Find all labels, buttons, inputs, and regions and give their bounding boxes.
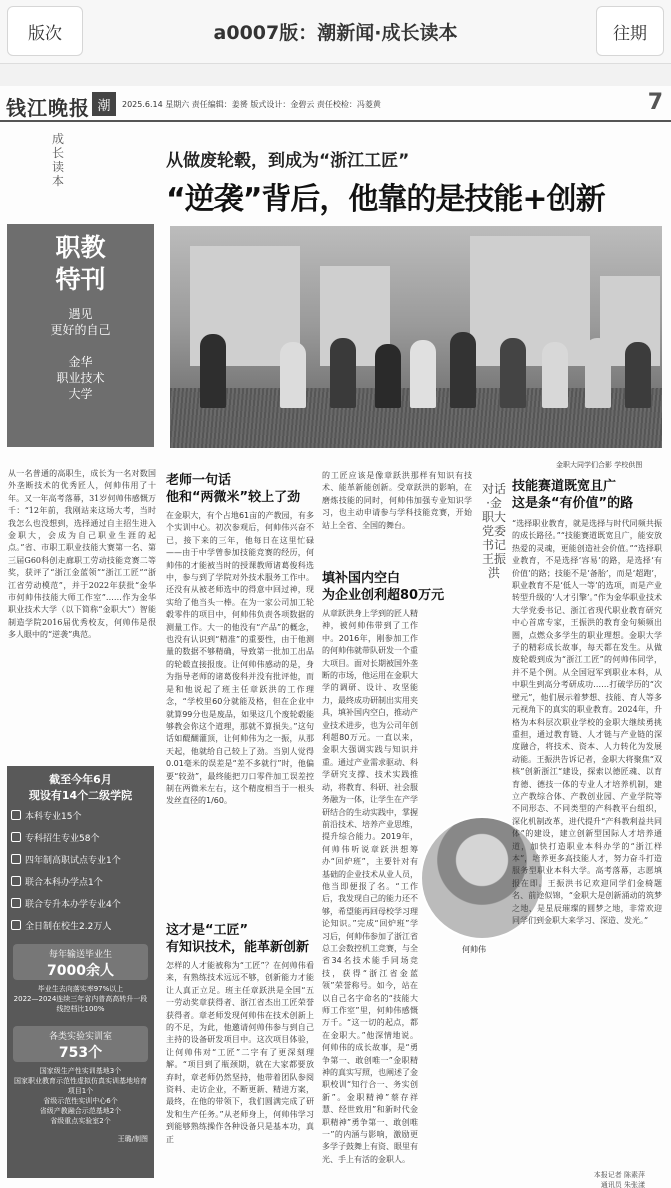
stat-item [7, 804, 154, 826]
labs-value: 753个 [58, 1045, 103, 1061]
chao-logo-icon: 潮 [92, 92, 116, 116]
stat-label: 全日制在校生2.2万人 [25, 921, 112, 932]
article-headline: “逆袭”背后，他靠的是技能+创新 [166, 182, 605, 217]
special-issue-banner [7, 224, 154, 447]
right-text: “选择职业教育，就是选择与时代同频共振的成长路径。”“技能赛道既宽且广，能安放热爱的灵魂，更能创造社会价值。”“选择职业教育，不是选择‘容易’的路，是选择‘有价值’的路；技能不是‘备胎’，而是‘超跑’，职业教育不是‘低人一等’的选项，而是产业转型升级的‘人才引擎’。”作为金华职业技术大学党委书记、浙江省现代职业教育研究中心首席专家，王振洪的教育金句频频出圈，点燃众多学生的职业理想。金职大学子的精彩成长故事，每天都在发生。从做废轮毂到成为“浙江工匠”的何帅伟同学，并不是个例。从全国冠军到职业本科，从中职生到高分考研成功……打破学历的“次壁元”，他们展示着梦想、技能、育人等多元视角下的真实的职业教育。2024年，升格为本科层次职业学校的金职大继续勇挑重担，通过教育链、人才链与产业链的深度融合，将技术、资本、人力转化为发展动能。王振洪告诉记者，金职大将聚焦“双核”创新浙江“建设，探索以德匠魂、以育育德、德技一体的专业人才培养机制，建立产教综合体、产教创业园、产业学院等不同形态、不同类型的产科教平台组织，深化机制改革，进代提升“产科教利益共同体”的建设，建立创新型国际人才培养通道，加快打造职业本科办学的“浙江样本”，培养更多高技能人才，努力奋斗打造服务型职业本科大学。高考落幕，志愿填报在即。王振洪书记欢迎同学们金椅题名、前途似锦，“金职大是创新涌动的筑梦之地、是星辰璀璨的圆梦之地，非常欢迎同学们到金职大来学习、深造、发光。” [512, 519, 662, 925]
link-icon [11, 898, 21, 908]
stats-header: 截至今年6月 现设有14个二级学院 [28, 773, 133, 802]
col1-heading: 老师一句话 他和“两微米”较上了劲 [166, 473, 301, 505]
labs-note: 国家级生产性实训基地3个 国家职业教育示范性虚拟仿真实训基地培育项目1个 省级示范性实训中心6个 省级产教融合示范基地2个 省级重点实验室2个 [14, 1067, 147, 1125]
people-icon [11, 920, 21, 930]
photo-caption: 金职大同学们合影 学校供图 [556, 461, 643, 469]
link-icon [11, 876, 21, 886]
stat-item [7, 870, 154, 892]
stat-item [7, 914, 154, 936]
newspaper-logo: 钱江晚报 [6, 96, 90, 120]
stat-label: 联合本科办学点1个 [25, 877, 103, 888]
stat-item [7, 848, 154, 870]
stat-label: 联合专升本办学专业4个 [25, 899, 121, 910]
col2-heading: 填补国内空白 为企业创利超80万元 [322, 571, 445, 603]
stats-infographic [7, 766, 154, 1178]
stat-label: 四年制高职试点专业1个 [25, 855, 121, 866]
stat-label: 专科招生专业58个 [25, 833, 100, 844]
graduates-label: 每年输送毕业生 [48, 950, 112, 960]
list-icon [11, 832, 21, 842]
graduates-box [13, 944, 148, 980]
byline: 本报记者 陈素萍 通讯员 朱张漾 [593, 1171, 645, 1188]
interview-vertical-label: 对话·金职大党委书记王振洪 [482, 482, 507, 580]
labs-box [13, 1026, 148, 1062]
col2-text2: 从章跃洪身上学到的匠人精神，被何帅伟带到了工作中。2016年，刚参加工作的何帅伟就带队研发一个重大项目。面对长期被国外垄断的市场，他运用在金职大学的调研、设计、攻坚能力，最终成功研制出实用夹具，填补国内空白，推动产业技术进步，也为公司年创利超80万元。一直以来，金职大强调实践与知识并重。通过产业需求驱动、科学研究支撑、技术实践推动，将教育、科研、社会服务融为一体，让学生在产学研结合的生动实践中，掌握前沿技术、培养产业思维，提升综合能力。2019年，何帅伟听说章跃洪想筹办“回炉班”，主要针对有基础的企业技术从业人员，他当即便报了名。“工作后，我发现自己的能力还不够，希望能再回母校学习理论知识。”完成“回炉班”学习后，何帅伟参加了浙江省总工会数控机工竞赛，与全省34名技术能手同场竞技，获得“浙江省金蓝领”荣誉称号。如今，站在以自己名字命名的“技能大师工作室”里，何帅伟感慨万千。“这一切的起点，都在金职大。”他深情地说。何帅伟的成长故事，是“勇争第一、敢创唯一”金职精神的真实写照，也阐述了金职校训“知行合一、务实创新”。金职精神”蔡存祥慧、经世致用”和新时代金职精神”勇争第一、敢创唯一”的内涵与影响，激励更多学子鼓舞上有资、眼里有光、手上有活的金职人。 [322, 609, 418, 1164]
section-label: 成长读本 [51, 132, 64, 188]
right-heading: 技能赛道既宽且广 这是条“有价值”的路 [512, 479, 634, 511]
article-intro: 从一名普通的高职生，成长为一名对数国外垄断技术的优秀匠人，何帅伟用了十年。又一年高考落幕，31岁何帅伟感慨万千：“12年前，我刚站来这场大考，当时我怎么也没想到，选择通过自主招生进入金职大，会成为自己职业生涯的起点。”省、市职工职业技能大赛第一名、第三届G60科创走廊职工劳动技能竞赛二等奖，获评了“浙江金蓝领”“浙江工匠”“浙江省劳动模范”，并于2022年获批“金华市何帅伟技能大师工作室”……作为金华职业技术大学（以下简称“金职大”）智能制造学院2016届优秀校友，何帅伟是很多人眼中的“逆袭”典范。 [8, 469, 156, 640]
col1-text: 在金职大，有个占地61亩的产教园，有多个实训中心。初次参观后，何帅伟兴奋不已，接下来的三年，他每日在这里忙碌——由于中学曾参加技能竞赛的经历，何帅伟的才能被当时的授课教师诸葛俊科选中，参与到了学院对外技术服务工作中。还没有从被老师选中的得意中回过神，现实给了他当头一棒。在为一家公司加工轮毂零件的项目中，何帅伟负责各项数据的测量工作。大一的他没有“产品”的概念，也没有认识到“精准”的重要性，由于他测量的数据不够精确，导致第一批加工出品的轮毂直接报废。让何帅伟感动的是，身为指导老师的诸葛俊科并没有批评他，而是和他说起了班主任章跃洪的工作理念，“学校里60分就能及格，但在企业中就算99分也是废品，如果这几个废轮毂能够教会你这个道理，那就不算损失。”这句话如醍醐灌顶，让何帅伟为之一振，从那天起，他就给自己较上了劲。当别人觉得0.01毫米的误差是“差不多就行”时，他偏要“较劲”，最终能把刀口零件加工误差控制在两微米左右，这个精度相当于一根头发丝直径的1/60。 [166, 511, 314, 806]
stat-item [7, 892, 154, 914]
portrait-label: 何帅伟 [462, 945, 486, 954]
archive-button[interactable]: 往期 [596, 6, 664, 56]
edition-button[interactable]: 版次 [7, 6, 83, 56]
school-name: 金华 职业技术 大学 [56, 355, 105, 401]
masthead-info: 2025.6.14 星期六 责任编辑：姜赟 版式设计：金碧云 责任校检：冯菱黄 [122, 100, 381, 109]
col2-text: 的工匠应该是像章跃洪那样有知识有技术、能革新能创新。受章跃洪的影响，在磨炼技能的同时，何帅伟加强专业知识学习，也主动申请参与学科技能竞赛，开始站上全省、全国的舞台。 [322, 471, 472, 530]
stat-item [7, 826, 154, 848]
special-issue-subtitle: 遇见 更好的自己 [50, 307, 111, 337]
newspaper-page [0, 86, 671, 1188]
graphic-credit: 王璐/制图 [117, 1135, 148, 1143]
chart-icon [11, 854, 21, 864]
group-photo [170, 226, 662, 448]
col1-text2: 怎样的人才能被称为“工匠”？在何帅伟看来，有熟练技术远远不够，创新能力才能让人真正立足。班主任章跃洪是全国“五一劳动奖章获得者、浙江省杰出工匠荣誉获得者。章老师发现何帅伟在技术创新上的不足，为此，他邀请何帅伟参与到自己主持的设备研发项目中。这次项目体验，让何帅伟对“工匠”二字有了更深刻理解。“项目到了瓶颈期，就在大家都要放弃时，章老师仍然坚持，他带着团队参阅资料、走访企业，不断更新、精进方案，最终，在他的带领下，我们圆满完成了研发和生产任务。”从老师身上，何帅伟学习到能够熟练操作各种设备只是基本功，真正 [166, 961, 314, 1144]
labs-label: 各类实验实训室 [48, 1032, 112, 1042]
book-icon [11, 810, 21, 820]
graduates-note: 毕业生去向落实率97%以上 2022—2024连续三年省内普高高转升一段线控档比100% [13, 985, 148, 1013]
col1-heading2: 这才是“工匠” 有知识技术，能革新创新 [166, 923, 310, 955]
app-toolbar [0, 0, 671, 64]
special-issue-title: 职教 特刊 [55, 233, 106, 294]
graduates-value: 7000余人 [47, 963, 114, 979]
page-number: 7 [647, 90, 663, 115]
masthead [0, 86, 671, 122]
stat-label: 本科专业15个 [25, 811, 82, 822]
article-kicker: 从做废轮毂，到成为“浙江工匠” [166, 151, 410, 171]
page-title: a0007版：潮新闻·成长读本 [213, 22, 458, 44]
